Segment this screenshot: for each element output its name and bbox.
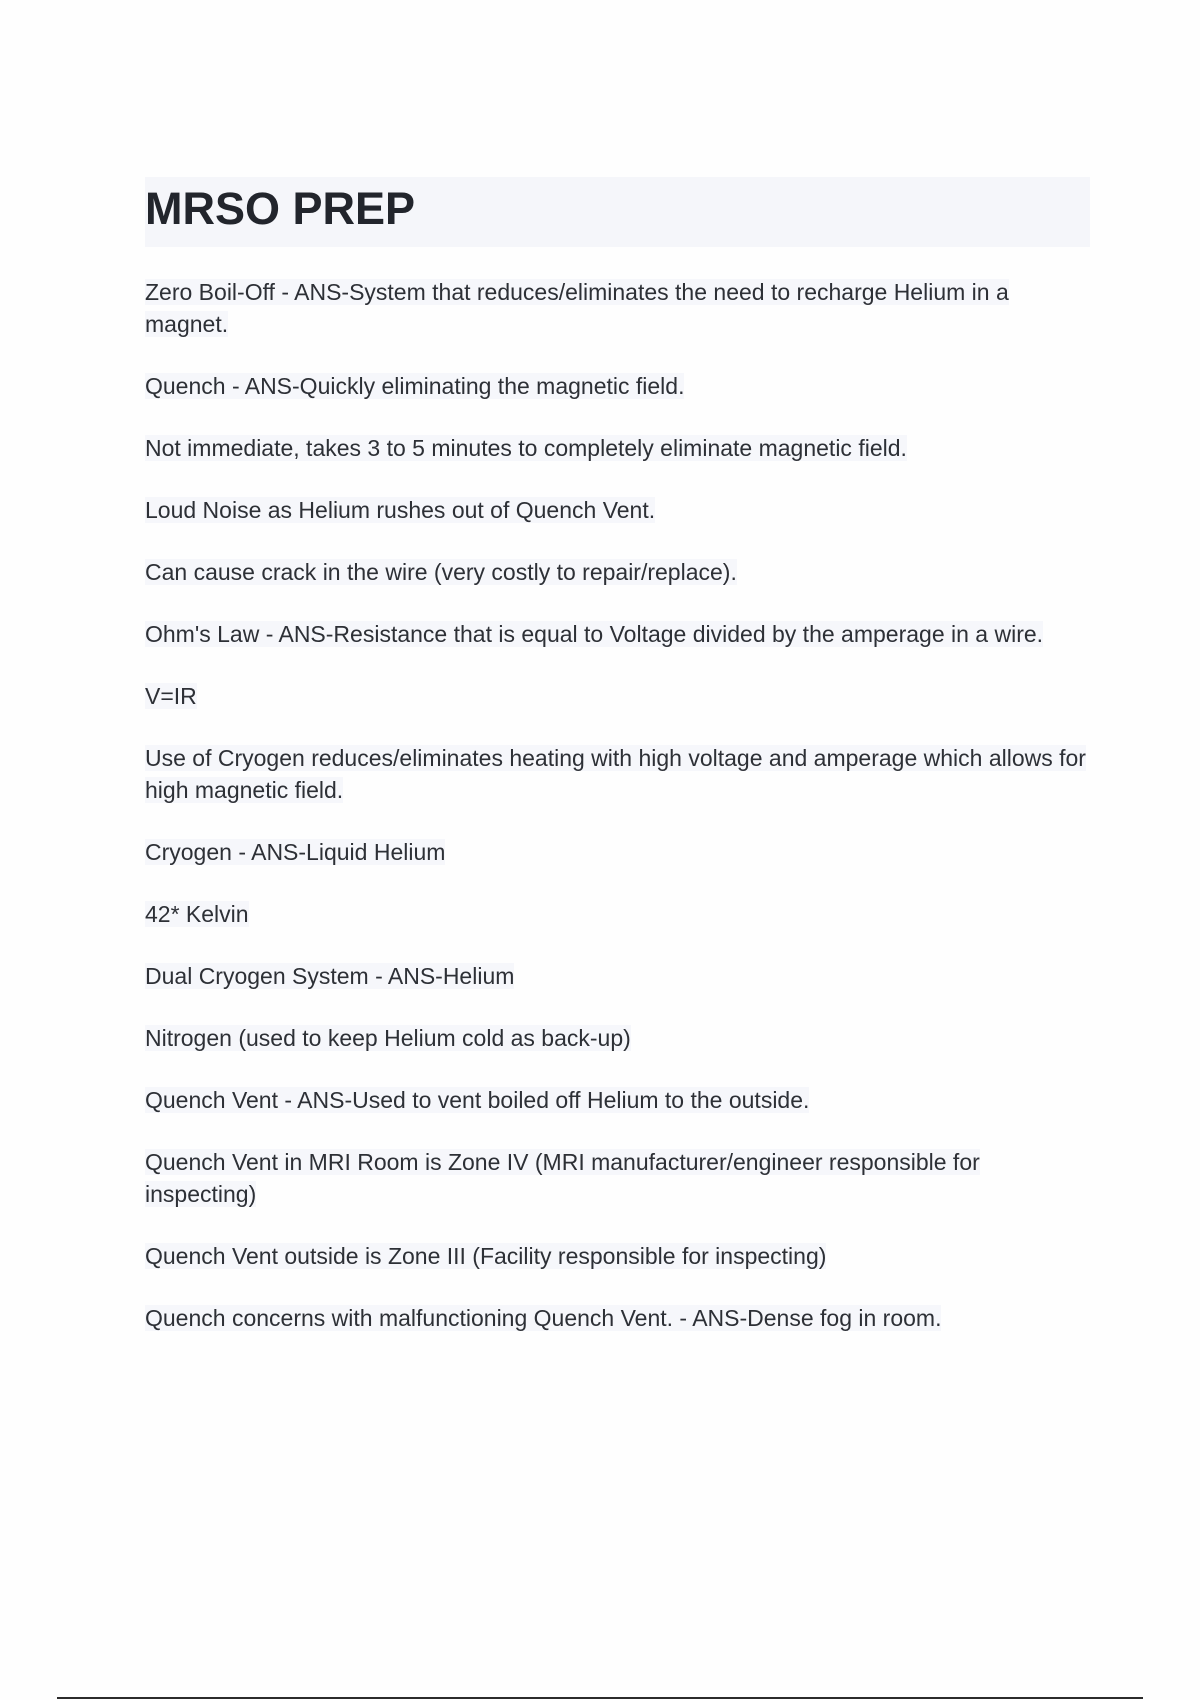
- paragraph-text: Quench - ANS-Quickly eliminating the magnetic field.: [145, 373, 685, 399]
- title-block: [145, 177, 1090, 247]
- paragraph-text: Loud Noise as Helium rushes out of Quench Vent.: [145, 497, 656, 523]
- paragraph: [145, 836, 1090, 868]
- paragraph-text: Use of Cryogen reduces/eliminates heating with high voltage and amperage which allows for high magnetic field.: [145, 745, 1086, 803]
- paragraph-text: 42* Kelvin: [145, 901, 249, 927]
- paragraph: [145, 898, 1090, 930]
- paragraph-text: Quench Vent in MRI Room is Zone IV (MRI manufacturer/engineer responsible for inspecting): [145, 1149, 980, 1207]
- paragraph: [145, 680, 1090, 712]
- paragraph: [145, 276, 1090, 340]
- paragraph: [145, 1240, 1090, 1272]
- paragraph-text: Cryogen - ANS-Liquid Helium: [145, 839, 446, 865]
- paragraph-text: Dual Cryogen System - ANS-Helium: [145, 963, 515, 989]
- paragraph: [145, 742, 1090, 806]
- paragraph: [145, 960, 1090, 992]
- paragraph: [145, 556, 1090, 588]
- paragraph-text: Nitrogen (used to keep Helium cold as back-up): [145, 1025, 631, 1051]
- paragraph-text: Quench Vent outside is Zone III (Facility responsible for inspecting): [145, 1243, 827, 1269]
- paragraph-text: Quench concerns with malfunctioning Quench Vent. - ANS-Dense fog in room.: [145, 1305, 942, 1331]
- paragraph: [145, 432, 1090, 464]
- paragraph: [145, 618, 1090, 650]
- paragraph-text: Can cause crack in the wire (very costly to repair/replace).: [145, 559, 737, 585]
- footer-divider: [57, 1697, 1143, 1699]
- paragraph: [145, 1084, 1090, 1116]
- paragraph: [145, 1146, 1090, 1210]
- paragraph: [145, 494, 1090, 526]
- paragraph-text: Not immediate, takes 3 to 5 minutes to completely eliminate magnetic field.: [145, 435, 907, 461]
- page-title: MRSO PREP: [145, 183, 416, 234]
- paragraph-text: Ohm's Law - ANS-Resistance that is equal to Voltage divided by the amperage in a wire.: [145, 621, 1044, 647]
- paragraph: [145, 1022, 1090, 1054]
- paragraph: [145, 370, 1090, 402]
- paragraph-text: V=IR: [145, 683, 197, 709]
- paragraph: [145, 1302, 1090, 1334]
- paragraph-text: Zero Boil-Off - ANS-System that reduces/eliminates the need to recharge Helium in a magnet.: [145, 279, 1009, 337]
- document-body: [145, 276, 1090, 1364]
- paragraph-text: Quench Vent - ANS-Used to vent boiled off Helium to the outside.: [145, 1087, 810, 1113]
